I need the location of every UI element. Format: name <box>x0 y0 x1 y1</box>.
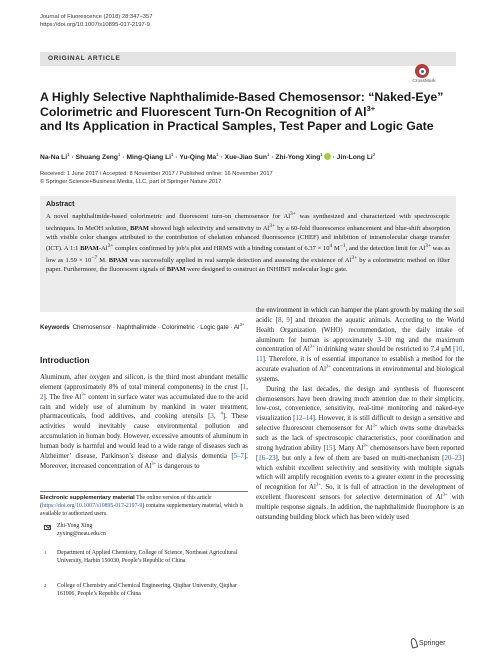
citation-link[interactable]: 16–23 <box>258 454 276 462</box>
affiliation-number: 2 <box>44 583 47 588</box>
keyword: Chemosensor <box>72 324 112 332</box>
journal-citation: Journal of Fluorescence (2018) 28:347–357 <box>40 14 153 20</box>
esm-note: Electronic supplementary material The online version of this article (https://doi.org/10.1007/s10895-017-2197-9) contains supplementary material, which is available to authorized users. <box>40 495 244 517</box>
author-affiliation: 2 <box>372 152 376 157</box>
author-affiliation: 1 <box>117 152 121 157</box>
keyword: Naphthalimide <box>116 324 157 332</box>
publisher-name: Springer <box>419 640 446 647</box>
crossmark-label: CrossMark <box>412 79 436 84</box>
abstract-box <box>40 196 456 312</box>
intro-left-column <box>40 373 248 471</box>
publisher-logo <box>410 638 445 647</box>
citation-link[interactable]: 10 <box>455 346 463 354</box>
mail-icon <box>44 525 51 530</box>
journal-info <box>40 13 152 29</box>
keywords-label: Keywords <box>40 324 70 332</box>
citation-link[interactable]: 1 <box>242 383 247 391</box>
author-name[interactable]: Yu-Qing Ma <box>179 154 217 162</box>
springer-horse-icon <box>410 638 417 647</box>
orcid-icon[interactable] <box>324 153 331 160</box>
affiliation-text: College of Chemistry and Chemical Engineering, Qiqihar University, Qiqihar 161006, People’s Republic of China <box>57 583 237 597</box>
author-list: Na-Na $Li^1$ · Shuang Zeng$^1$ · Ming-Qiang $Li^1$ · Yu-Qing $Ma^1$ · Xue-Jiao Sun$^1$ · Zhi-Yong Xing$^1$ · Jin-Long Li$^2$ <box>40 152 376 162</box>
abstract-heading: Abstract <box>46 201 75 208</box>
citation-link[interactable]: 15 <box>325 444 333 452</box>
affiliation-text: Department of Applied Chemistry, College of Science, Northeast Agricultural University, Harbin 150030, People’s Republic of China <box>57 550 238 564</box>
esm-link[interactable]: https://doi.org/10.1007/s10895-017-2197-9 <box>41 502 143 509</box>
compound-name: BPAM <box>80 245 99 253</box>
author-affiliation: 1 <box>320 152 323 157</box>
citation-link[interactable]: 3 <box>210 413 214 421</box>
article-type: ORIGINAL ARTICLE <box>48 55 121 62</box>
crossmark-icon <box>415 64 429 78</box>
article-title <box>40 90 470 134</box>
intro-right-column <box>256 306 464 523</box>
compound-name: BPAM <box>130 224 149 232</box>
compound-name: BPAM <box>108 257 128 265</box>
publication-dates <box>40 170 273 186</box>
keyword: Al <box>233 324 240 332</box>
compound-name: BPAM <box>166 265 186 273</box>
citation-link[interactable]: 12–14 <box>295 415 313 423</box>
intro-paragraph-2: During the last decades, the design and synthesis of fluorescent chemosensors have been drawing much attention due to their simplicity, low-cost, convenience, sensitivity, real-time monitoring and naked-eye visualization [12–14]. However, it is still difficult to design a sensitive and selective fluorescent chemosensor for $Al^{3+}$ which owns some drawbacks such as the lack of spectroscopic characteristics, poor coordination and strong hydration ability [15]. Many $Al^{3+}$ chemosensors have been reported [16–23], but only a few of them are based on multi-mechanism [20–23] which exhibit excellent selectivity and sensitivity with multiple signals which will amplify recognition events to a greater extent in the processing of recognition for $Al^{3+}$. So, it is full of attraction in the development of excellent fluorescent sensors for selective determination of $Al^{3+}$ with multiple response signals. In addition, the naphthalimide fluorophore is an outstanding building block which has been widely used <box>256 385 465 521</box>
author-name[interactable]: Zhi-Yong Xing <box>275 154 321 162</box>
author-affiliation: 1 <box>266 152 270 157</box>
contact-name: Zhi-Yong Xing <box>57 523 93 529</box>
author-name[interactable]: Na-Na Li <box>40 154 68 162</box>
intro-paragraph-1: Aluminum, after oxygen and silicon, is the third most abundant metallic element (approximately 8% of total mineral components) in the crust [1, 2]. The free $Al^{3+}$ content in surface water was accumulated due to the acid rain and widely use of aluminum by mankind in water treatment, pharmaceuticals, food additives, and cooking utensils [3, $^4$]. These activities would inevitably cause environmental pollution and accumulation in human body. However, excessive amounts of aluminum in human body is harmful and would lead to a wide range of diseases such as Alzheimer’ disease, Parkinson’s disease and dialysis dementia [5–7]. Moreover, increased concentration of $Al^{3+}$ is dangerous to <box>40 374 248 470</box>
abstract-text: A novel naphthalimide-based colorimetric and fluorescent turn-on chemosensor for $Al^{3+}$ was synthesized and characterized with spectroscopic techniques. In MeOH solution, BPAM showed high selectivity and sensitivity to $Al^{3+}$ by a 60-fold fluorescence enhancement and blue-shift absorption with visible color changes attributed to the contribution of chelation enhanced fluorescence (CHEF) and inhibition of intramolecular charge transfer (ICT). A 1:1 BPAM-$Al^{3+}$ complex confirmed by job’s plot and HRMS with a binding constant of $6.37 \times 10^4$ $M^{-1}$, and the detection limit for $Al^{3+}$ was as low as $1.59 \times 10^{-7}$ M. BPAM was successfully applied in real sample detection and assessing the existence of $Al^{3+}$ by a colorimetric method on filter paper. Furthermore, the fluorescent signals of BPAM were designed to construct an INHIBIT molecular logic gate. <box>46 211 451 273</box>
copyright: © Springer Science+Business Media, LLC, part of Springer Nature 2017 <box>40 179 222 185</box>
keyword: Colorimetric <box>161 324 195 332</box>
author-name[interactable]: Ming-Qiang Li <box>126 154 172 162</box>
citation-link[interactable]: 8 <box>277 316 282 324</box>
history-dates: Received: 1 June 2017 / Accepted: 8 November 2017 / Published online: 16 November 2017 <box>40 171 273 177</box>
title-line-2: Colorimetric and Fluorescent Turn-On Recognition of $Al^{3+}$ <box>40 103 376 119</box>
journal-doi[interactable]: https://doi.org/10.1007/s10895-017-2197-9 <box>40 22 150 28</box>
keywords: Keywords Chemosensor · Naphthalimide · Colorimetric · Logic gate · $Al^{3+}$ <box>40 322 245 332</box>
author-affiliation: 1 <box>171 152 174 157</box>
author-affiliation: 1 <box>67 152 70 157</box>
footnote-divider <box>40 491 248 492</box>
esm-label: Electronic supplementary material <box>40 495 135 501</box>
author-name[interactable]: Shuang Zeng <box>75 154 118 162</box>
author-name[interactable]: Xue-Jiao Sun <box>224 154 267 162</box>
contact-email[interactable]: zyxing@neau.edu.cn <box>57 531 106 537</box>
introduction-heading: Introduction <box>40 355 90 365</box>
affiliation-number: 1 <box>44 550 47 555</box>
keyword: Logic gate <box>200 324 229 332</box>
intro-paragraph-1-cont: the environment in which can hamper the plant growth by making the soil acidic [8, 9] and threaten the aquatic animals. According to the World Health Organization (WHO) recommendation, the daily intake of aluminum for human is approximately 3–10 mg and the maximum concentration of $Al^{3+}$ in drinking water should be restricted to 7.4 μM [10, 11]. Therefore, it is of essential importance to establish a method for the accurate evaluation of $Al^{3+}$ concentrations in environmental and biological systems. <box>256 307 465 383</box>
article-type-band <box>40 52 456 66</box>
citation-link[interactable]: 20–23 <box>444 454 462 462</box>
title-line-1: A Highly Selective Naphthalimide-Based Chemosensor: “Naked-Eye” <box>40 90 444 104</box>
author-name[interactable]: Jin-Long Li <box>336 154 373 162</box>
citation-link[interactable]: 9 <box>286 316 290 324</box>
citation-link[interactable]: 2 <box>40 393 44 401</box>
crossmark-badge[interactable] <box>404 64 444 86</box>
citation-link[interactable]: 11 <box>256 356 263 364</box>
title-line-3: and Its Application in Practical Samples, Test Paper and Logic Gate <box>40 119 434 133</box>
author-affiliation: 1 <box>216 152 219 157</box>
citation-link[interactable]: 5–7 <box>233 452 244 460</box>
